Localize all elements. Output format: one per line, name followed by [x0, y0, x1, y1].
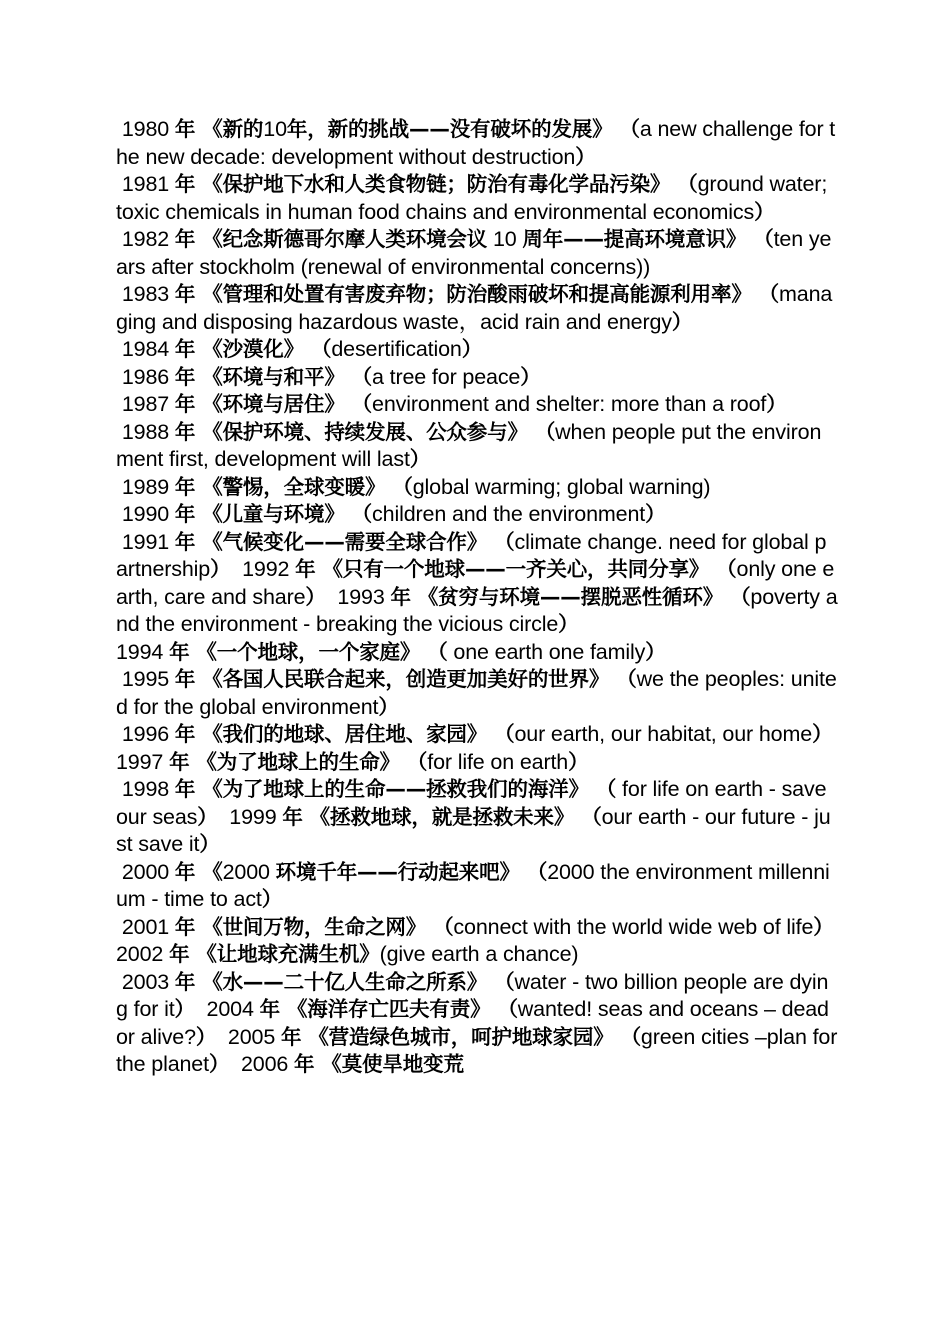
text-run: 1989 — [116, 474, 175, 499]
paragraph — [116, 969, 844, 1079]
text-run: 2006 — [229, 1052, 295, 1076]
text-run: 1993 — [325, 584, 391, 609]
bold-text-run: ） — [575, 144, 596, 169]
bold-text-run: （ — [574, 804, 602, 829]
bold-text-run: 年 《沙漠化》 — [174, 337, 304, 361]
paragraph — [116, 639, 838, 667]
text-run: 1991 — [116, 529, 175, 554]
bold-text-run: ） — [558, 612, 579, 636]
text-run: connect with the world wide web of life — [453, 914, 814, 939]
text-run: we the peoples: united for the global environment — [116, 667, 837, 719]
bold-text-run: （ — [519, 859, 548, 884]
text-run: our earth, our habitat, our home — [514, 722, 813, 746]
bold-text-run: 年 《莫使旱地变荒 — [294, 1052, 464, 1076]
text-run: 2000 — [116, 859, 175, 884]
bold-text-run: ） — [210, 557, 231, 581]
bold-text-run: 年 《 — [174, 859, 223, 884]
text-run: 10 — [263, 117, 287, 141]
paragraph — [116, 226, 838, 281]
bold-text-run: 年 《为了地球上的生命》 — [169, 749, 400, 774]
text-run: for life on earth — [427, 749, 569, 774]
bold-text-run: ） — [568, 749, 589, 774]
bold-text-run: （ — [344, 364, 373, 389]
bold-text-run: （ — [385, 474, 413, 499]
bold-text-run: （ — [613, 1024, 641, 1049]
paragraph — [116, 721, 845, 776]
text-run: 1990 — [116, 502, 175, 526]
paragraph — [116, 116, 838, 171]
bold-text-run: 年 《海洋存亡匹夫有责》 — [259, 997, 491, 1021]
bold-text-run: ） — [261, 887, 283, 911]
text-run: one earth one family — [447, 639, 646, 664]
text-run: 1982 — [116, 227, 175, 251]
bold-text-run: 年 《让地球充满生机》 — [169, 942, 380, 966]
bold-text-run: （ — [746, 227, 774, 251]
bold-text-run: 环境千年——行动起来吧》 — [275, 859, 520, 884]
text-run: 1986 — [116, 364, 175, 389]
bold-text-run: 年 《保护环境、持续发展、公众参与》 — [174, 419, 528, 444]
bold-text-run: （ — [344, 502, 373, 526]
paragraph — [116, 281, 838, 336]
paragraph — [116, 419, 838, 474]
bold-text-run: ） — [766, 392, 787, 416]
bold-text-run: （ — [609, 667, 637, 691]
text-run: 1983 — [116, 282, 175, 306]
text-run: green cities –plan for the planet — [116, 1024, 844, 1076]
text-run: 2000 the environment millennium - time to act — [116, 859, 830, 911]
bold-text-run: 年 《环境与居住》 — [174, 392, 345, 416]
text-run: water - two billion people are dying for it — [116, 969, 829, 1021]
paragraph — [116, 364, 838, 392]
text-run: 1995 — [116, 667, 175, 691]
bold-text-run: （ — [527, 419, 556, 444]
bold-text-run: ） — [208, 1052, 230, 1076]
bold-text-run: 年 《营造绿色城市，呵护地球家园》 — [280, 1024, 614, 1049]
bold-text-run: 年 《只有一个地球——一齐关心，共同分享》 — [295, 557, 710, 581]
text-run: 1997 — [116, 722, 845, 774]
bold-text-run: 年 《警惕，全球变暖》 — [174, 474, 386, 499]
text-run: 1994 — [116, 639, 170, 664]
text-run: environment and shelter: more than a roof — [372, 392, 767, 416]
bold-text-run: （ — [670, 172, 698, 196]
text-run: a tree for peace — [372, 364, 521, 389]
bold-text-run: 年 《气候变化——需要全球合作》 — [174, 529, 488, 554]
document-body — [116, 116, 846, 1079]
paragraph — [116, 171, 838, 226]
bold-text-run: （ — [303, 337, 332, 361]
text-run: 2002 — [116, 914, 846, 966]
bold-text-run: 年 《为了地球上的生命——拯救我们的海洋》 — [174, 777, 589, 801]
text-run: wanted! seas and oceans – dead or alive? — [116, 997, 835, 1049]
paragraph — [116, 501, 838, 529]
bold-text-run: ） — [813, 914, 834, 939]
bold-text-run: （ — [487, 722, 515, 746]
text-run: children and the environment — [372, 502, 646, 526]
bold-text-run: 年 《新的 — [174, 117, 264, 141]
text-run: for life on earth - save our seas — [116, 777, 833, 829]
paragraph — [116, 529, 838, 639]
text-run: a new challenge for the new decade: development without destruction — [116, 117, 836, 169]
bold-text-run: ） — [195, 1024, 217, 1049]
bold-text-run: （ — [709, 557, 737, 581]
bold-text-run: ） — [199, 832, 220, 856]
text-run: 1988 — [116, 419, 175, 444]
paragraph — [116, 776, 838, 859]
bold-text-run: ） — [409, 447, 431, 471]
bold-text-run: 周年——提高环境意识》 — [522, 227, 747, 251]
text-run: 1999 — [217, 804, 283, 829]
text-run: climate change. need for global partnership — [116, 529, 827, 581]
text-run: 1981 — [116, 172, 175, 196]
bold-text-run: ） — [520, 364, 541, 389]
paragraph — [116, 474, 838, 502]
bold-text-run: ） — [645, 502, 666, 526]
bold-text-run: 年 《我们的地球、居住地、家园》 — [174, 722, 488, 746]
paragraph — [116, 859, 838, 914]
bold-text-run: 年 《保护地下水和人类食物链；防治有毒化学品污染》 — [174, 172, 671, 196]
text-run: (give earth a chance) — [379, 942, 579, 966]
bold-text-run: （ — [344, 392, 373, 416]
bold-text-run: （ — [399, 749, 428, 774]
text-run: 1984 — [116, 337, 175, 361]
text-run: poverty and the environment - breaking the vicious circle — [116, 584, 838, 636]
bold-text-run: 年，新的挑战——没有破坏的发展》 — [286, 117, 613, 141]
text-run: 2000 — [222, 859, 276, 884]
paragraph — [116, 666, 838, 721]
text-run: 1992 — [230, 557, 296, 581]
bold-text-run: ） — [754, 199, 775, 224]
text-run: managing and disposing hazardous waste，acid rain and energy — [116, 282, 833, 334]
bold-text-run: （ — [487, 969, 515, 994]
text-run: ground water; toxic chemicals in human food chains and environmental economics — [116, 172, 833, 224]
text-run: 2004 — [194, 997, 260, 1021]
text-run: desertification — [331, 337, 462, 361]
bold-text-run: （ — [612, 117, 640, 141]
bold-text-run: （ — [723, 584, 751, 609]
bold-text-run: ） — [378, 694, 399, 719]
bold-text-run: （ — [588, 777, 617, 801]
text-run: 1987 — [116, 392, 175, 416]
paragraph — [116, 336, 838, 364]
text-run: 1998 — [116, 777, 175, 801]
bold-text-run: （ — [487, 529, 515, 554]
bold-text-run: ） — [671, 309, 693, 334]
bold-text-run: 年 《各国人民联合起来，创造更加美好的世界》 — [174, 667, 610, 691]
paragraph — [116, 914, 846, 969]
text-run: our earth - our future - just save it — [116, 804, 831, 856]
bold-text-run: （ — [426, 914, 454, 939]
bold-text-run: 年 《一个地球，一个家庭》 — [169, 639, 421, 664]
text-run: 2001 — [116, 914, 175, 939]
bold-text-run: 年 《纪念斯德哥尔摩人类环境会议 — [174, 227, 488, 251]
text-run: 2003 — [116, 969, 175, 994]
text-run: 10 — [487, 227, 523, 251]
bold-text-run: ） — [197, 804, 218, 829]
bold-text-run: （ — [751, 282, 780, 306]
text-run: ten years after stockholm (renewal of environmental concerns)) — [116, 227, 832, 279]
bold-text-run: ） — [174, 997, 195, 1021]
text-run: 1980 — [116, 117, 175, 141]
text-run: 1996 — [116, 722, 175, 746]
text-run: when people put the environment first, development will last — [116, 419, 822, 471]
bold-text-run: ） — [812, 722, 833, 746]
text-run: 2005 — [216, 1024, 281, 1049]
bold-text-run: ） — [645, 639, 666, 664]
bold-text-run: 年 《儿童与环境》 — [174, 502, 345, 526]
text-run: global warming; global warning) — [412, 474, 711, 499]
bold-text-run: ） — [461, 337, 483, 361]
bold-text-run: 年 《世间万物，生命之网》 — [174, 914, 427, 939]
bold-text-run: 年 《管理和处置有害废弃物；防治酸雨破坏和提高能源利用率》 — [174, 282, 752, 306]
bold-text-run: 年 《贫穷与环境——摆脱恶性循环》 — [390, 584, 724, 609]
bold-text-run: （ — [490, 997, 518, 1021]
bold-text-run: 年 《拯救地球，就是拯救未来》 — [282, 804, 575, 829]
paragraph — [116, 391, 838, 419]
text-run: only one earth, care and share — [116, 557, 835, 609]
bold-text-run: 年 《环境与和平》 — [174, 364, 345, 389]
bold-text-run: ） — [305, 584, 326, 609]
bold-text-run: 年 《水——二十亿人生命之所系》 — [174, 969, 488, 994]
bold-text-run: （ — [420, 639, 448, 664]
